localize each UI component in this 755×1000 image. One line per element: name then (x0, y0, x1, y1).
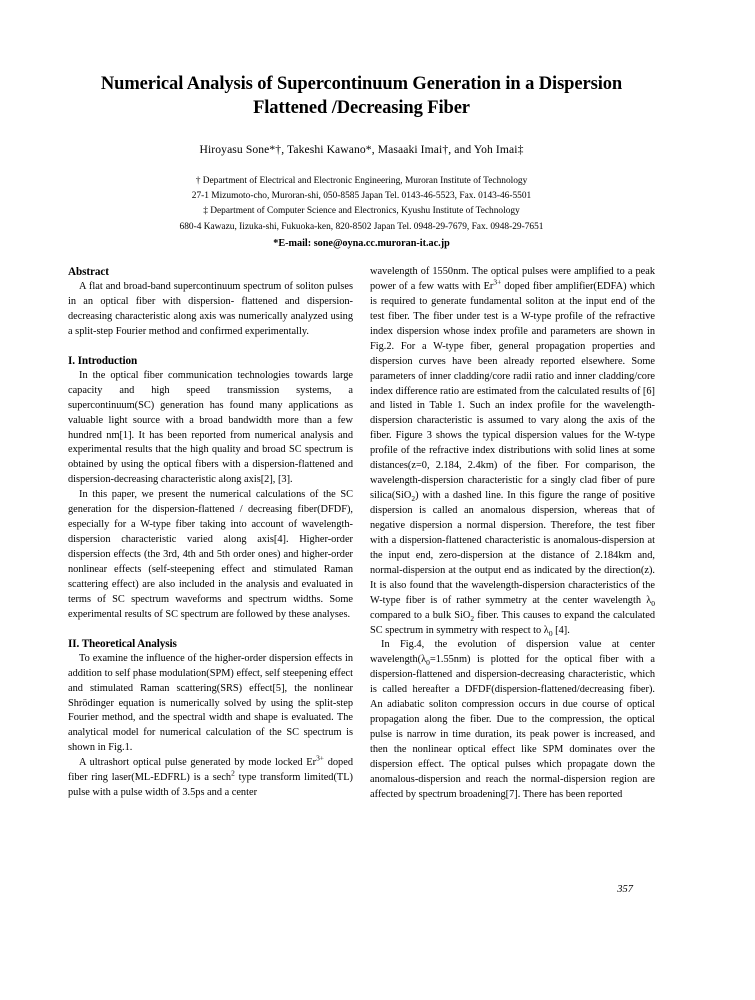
theoretical-analysis-paragraph-2-cont (370, 265, 655, 638)
page-content (68, 0, 655, 1000)
abstract-body: A flat and broad-band supercontinuum spectrum of soliton pulses in an optical fiber with dispersion- flattened and dispersion-decreasing characteristic along axis was numerically analyzed using a split-step Fourier method and confirmed experimentally. (68, 281, 353, 337)
author-list: Hiroyasu Sone*†, Takeshi Kawano*, Masaaki Imai†, and Yoh Imai‡ (199, 142, 524, 156)
theoretical-analysis-paragraph-2-start (68, 753, 353, 801)
para2-text-h: [4]. (552, 624, 570, 636)
para2-text-a: A ultrashort optical pulse generated by mode locked Er (79, 757, 317, 769)
contact-email: *E-mail: sone@oyna.cc.muroran-it.ac.jp (273, 237, 450, 249)
page-number: 357 (617, 884, 633, 895)
theoretical-analysis-heading: II. Theoretical Analysis (68, 637, 177, 650)
para2-text-g: fiber. This causes to expand the calculated SC spectrum in symmetry with respect to λ (370, 609, 655, 636)
abstract-heading: Abstract (68, 266, 109, 278)
page-title: Numerical Analysis of Supercontinuum Generation in a Dispersion Flattened /Decreasing Fiber (100, 74, 623, 119)
para2-subscript-4: 0 (548, 628, 553, 638)
affiliation-block (68, 174, 655, 252)
para2-text-b: doped fiber ring laser(ML-EDFRL) is a sech (68, 757, 353, 784)
title-block (68, 0, 655, 252)
para2-text-c: wavelength of 1550nm. The optical pulses were amplified to a peak power of a few watts with Er (370, 266, 655, 292)
para2-superscript-3: 3+ (493, 277, 502, 287)
column-left (68, 265, 353, 803)
affiliation-address-2: 680-4 Kawazu, Iizuka-shi, Fukuoka-ken, 820-8502 Japan Tel. 0948-29-7679, Fax. 0948-29-7651 (179, 221, 544, 232)
para3-subscript-1: 0 (426, 658, 430, 668)
affiliation-line-2: ‡ Department of Computer Science and Electronics, Kyushu Institute of Technology (203, 206, 520, 217)
para2-text-d: doped fiber amplifier(EDFA) which is required to generate fundamental soliton at the input end of the test fiber. The fiber under test is a W-type profile of the refractive index dispersion whose index profile and parameters are shown in Fig.2. For a W-type fiber, general propagation properties and dispersion curves have been already reported elsewhere. Some parameters of inner cladding/core radii ratio and inner cladding/core index difference ratio are estimated from the calculated results of [6] and listed in Table 1. Such an index profile for the wavelength-dispersion characteristic is assumed to vary along the axis of the fiber. Figure 3 shows the typical dispersion values for the W-type profile of the refractive index distributions with solid lines at some distances(z=0, 2.184, 2.4km) of the fiber. For comparison, the wavelength-dispersion characteristic for a singly clad fiber of pure silica(SiO (370, 280, 655, 502)
para2-subscript-3: 2 (470, 613, 475, 623)
para3-text-a: In Fig.4, the evolution of dispersion value at center wavelength(λ (370, 639, 655, 666)
para2-text-e: ) with a dashed line. In this figure the range of positive dispersion is called an anomalous dispersion, whereas that of negative dispersion a normal dispersion. Therefore, the test fiber with a dispersion-flattened characteristic is anomalous-dispersion at the input end, zero-dispersion at the distance of 2.184km and, normal-dispersion at the output end as indicated by the direction(z). It is also found that the wavelength-dispersion characteristics of the W-type fiber is of rather symmetry at the center wavelength λ (370, 490, 655, 606)
theoretical-analysis-paragraph-3 (370, 638, 655, 802)
para2-subscript-1: 2 (411, 494, 416, 504)
affiliation-address-1: 27-1 Mizumoto-cho, Muroran-shi, 050-8585 Japan Tel. 0143-46-5523, Fax. 0143-46-5501 (191, 191, 532, 202)
introduction-paragraph-1: In the optical fiber communication technologies towards large capacity and high speed transmission systems, a supercontinuum(SC) generation has found many applications as valuable light source with a broad bandwidth more than a few hundred nm[1]. It has been reported from numerical analysis and experimental results that the high quality and broad SC spectrum is obtained by using the optical fibers with a dispersion-flattened and dispersion-decreasing characteristic along axis[2], [3]. (68, 369, 353, 486)
para2-text-f: compared to a bulk SiO (370, 609, 471, 621)
two-column-body (68, 265, 655, 803)
para2-superscript-1: 3+ (316, 753, 324, 763)
theoretical-analysis-paragraph-1: To examine the influence of the higher-order dispersion effects in addition to self phase modulation(SPM) effect, self steepening effect and stimulated Raman scattering(SRS) effect[5], the nonlinear Shrödinger equation is numerically solved by using the split-step Fourier method, and the spectral width and shape is evaluated. The analytical model for numerical calculation of the SC spectrum is shown in Fig.1. (68, 652, 353, 754)
para3-text-b: =1.55nm) is plotted for the optical fiber with a dispersion-flattened and dispersion-decreasing characteristic, which is called hereafter a DFDF(dispersion-flattened/decreasing fiber). An adiabatic soliton compression occurs in due course of optical propagation along the fiber. Due to the compression, the optical pulse is narrow in time duration, its peak power is increased, and then the nonlinear optical effect like SPM dominates over the dispersion effect. The optical pulses which propagate down the anomalous-dispersion and reach the normal-dispersion region are affected by spectrum broadening[7]. There has been reported (370, 654, 655, 800)
para2-text-c-head: type transform limited(TL) pulse with a pulse width of 3.5ps and a center (68, 772, 353, 799)
para2-subscript-2: 0 (651, 598, 655, 608)
column-right (370, 265, 655, 803)
affiliation-line-1: † Department of Electrical and Electronic Engineering, Muroran Institute of Technology (195, 175, 528, 186)
introduction-heading: I. Introduction (68, 354, 138, 367)
introduction-paragraph-2: In this paper, we present the numerical calculations of the SC generation for the dispersion-flattened / decreasing fiber(DFDF), especially for a W-type fiber taking into account of wavelength-dispersion characteristic varied along axis[4]. Higher-order dispersion effects (the 3rd, 4th and 5th order ones) and higher-order nonlinear effects (self-steepening effect and stimulated Raman scattering effect) are also included in the analysis and evaluated in terms of SC spectrum waveforms and spectrum widths. Some experimental results of SC spectrum are followed by these analyses. (68, 489, 353, 620)
para2-superscript-2: 2 (231, 768, 235, 778)
